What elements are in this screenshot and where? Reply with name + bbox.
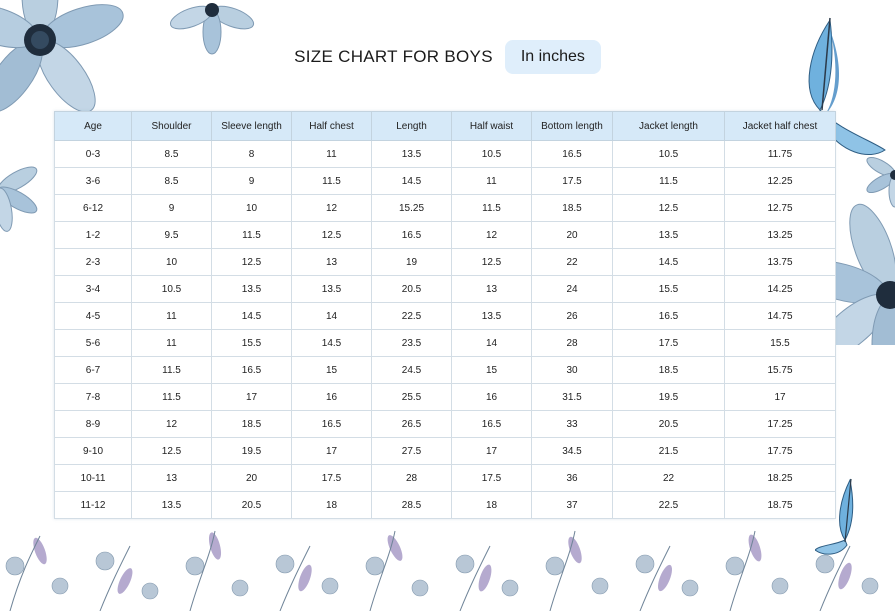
column-header: Length	[372, 112, 452, 141]
table-cell: 17.5	[613, 330, 725, 357]
table-cell: 28	[532, 330, 613, 357]
table-cell: 21.5	[613, 438, 725, 465]
column-header: Jacket half chest	[725, 112, 836, 141]
table-cell: 15.25	[372, 195, 452, 222]
table-cell: 9-10	[55, 438, 132, 465]
table-cell: 8.5	[132, 168, 212, 195]
size-chart-table-container	[54, 111, 835, 519]
table-cell: 8.5	[132, 141, 212, 168]
table-cell: 10	[132, 249, 212, 276]
table-cell: 11	[132, 303, 212, 330]
table-cell: 22.5	[613, 492, 725, 519]
table-row	[55, 438, 836, 465]
flower-decoration-left	[0, 150, 40, 240]
column-header: Bottom length	[532, 112, 613, 141]
table-cell: 12	[292, 195, 372, 222]
table-cell: 17.5	[292, 465, 372, 492]
table-cell: 13.5	[613, 222, 725, 249]
table-cell: 26	[532, 303, 613, 330]
table-cell: 24	[532, 276, 613, 303]
table-cell: 9.5	[132, 222, 212, 249]
table-cell: 18.75	[725, 492, 836, 519]
table-cell: 16	[292, 384, 372, 411]
table-cell: 12.25	[725, 168, 836, 195]
table-cell: 11.5	[292, 168, 372, 195]
table-cell: 24.5	[372, 357, 452, 384]
table-cell: 17	[725, 384, 836, 411]
table-cell: 37	[532, 492, 613, 519]
table-cell: 18	[452, 492, 532, 519]
table-cell: 14.5	[613, 249, 725, 276]
table-cell: 17.25	[725, 411, 836, 438]
table-row	[55, 465, 836, 492]
table-cell: 16	[452, 384, 532, 411]
table-cell: 28.5	[372, 492, 452, 519]
table-cell: 1-2	[55, 222, 132, 249]
table-cell: 20.5	[212, 492, 292, 519]
table-cell: 22	[532, 249, 613, 276]
table-cell: 15	[452, 357, 532, 384]
column-header: Jacket length	[613, 112, 725, 141]
table-cell: 13.5	[212, 276, 292, 303]
table-cell: 22.5	[372, 303, 452, 330]
table-cell: 12.75	[725, 195, 836, 222]
table-cell: 13.5	[292, 276, 372, 303]
table-cell: 13.75	[725, 249, 836, 276]
table-cell: 26.5	[372, 411, 452, 438]
table-cell: 3-6	[55, 168, 132, 195]
table-cell: 12.5	[613, 195, 725, 222]
table-cell: 20.5	[613, 411, 725, 438]
table-row	[55, 384, 836, 411]
chart-header	[0, 40, 895, 74]
table-row	[55, 411, 836, 438]
table-cell: 14.5	[372, 168, 452, 195]
table-cell: 15.75	[725, 357, 836, 384]
table-cell: 28	[372, 465, 452, 492]
table-row	[55, 249, 836, 276]
table-cell: 14.25	[725, 276, 836, 303]
table-row	[55, 330, 836, 357]
table-cell: 18.25	[725, 465, 836, 492]
unit-badge: In inches	[505, 40, 601, 74]
table-row	[55, 195, 836, 222]
table-row	[55, 492, 836, 519]
table-cell: 3-4	[55, 276, 132, 303]
table-cell: 16.5	[212, 357, 292, 384]
table-row	[55, 141, 836, 168]
table-cell: 18.5	[212, 411, 292, 438]
column-header: Half waist	[452, 112, 532, 141]
table-cell: 10-11	[55, 465, 132, 492]
table-cell: 11	[292, 141, 372, 168]
table-cell: 11.75	[725, 141, 836, 168]
table-cell: 31.5	[532, 384, 613, 411]
table-cell: 12.5	[452, 249, 532, 276]
table-cell: 12.5	[132, 438, 212, 465]
table-cell: 16.5	[292, 411, 372, 438]
table-row	[55, 168, 836, 195]
table-cell: 36	[532, 465, 613, 492]
table-cell: 0-3	[55, 141, 132, 168]
table-cell: 11	[132, 330, 212, 357]
table-cell: 33	[532, 411, 613, 438]
table-cell: 11.5	[132, 357, 212, 384]
table-cell: 19	[372, 249, 452, 276]
table-cell: 14	[292, 303, 372, 330]
table-cell: 8-9	[55, 411, 132, 438]
table-cell: 17.75	[725, 438, 836, 465]
table-cell: 17	[292, 438, 372, 465]
table-cell: 11.5	[212, 222, 292, 249]
table-cell: 6-12	[55, 195, 132, 222]
table-cell: 23.5	[372, 330, 452, 357]
page-title: SIZE CHART FOR BOYS	[294, 47, 493, 66]
table-cell: 18	[292, 492, 372, 519]
table-cell: 5-6	[55, 330, 132, 357]
table-cell: 10.5	[452, 141, 532, 168]
table-cell: 12	[132, 411, 212, 438]
table-cell: 15.5	[212, 330, 292, 357]
table-cell: 13	[132, 465, 212, 492]
table-cell: 6-7	[55, 357, 132, 384]
table-cell: 11	[452, 168, 532, 195]
table-cell: 20.5	[372, 276, 452, 303]
table-cell: 2-3	[55, 249, 132, 276]
table-cell: 15	[292, 357, 372, 384]
table-cell: 9	[212, 168, 292, 195]
table-cell: 13.25	[725, 222, 836, 249]
table-cell: 34.5	[532, 438, 613, 465]
table-cell: 10.5	[613, 141, 725, 168]
table-cell: 13.5	[132, 492, 212, 519]
table-cell: 9	[132, 195, 212, 222]
table-cell: 30	[532, 357, 613, 384]
table-cell: 14.5	[212, 303, 292, 330]
table-cell: 16.5	[532, 141, 613, 168]
table-cell: 11.5	[613, 168, 725, 195]
table-cell: 17	[212, 384, 292, 411]
table-cell: 16.5	[452, 411, 532, 438]
table-cell: 10.5	[132, 276, 212, 303]
table-cell: 12	[452, 222, 532, 249]
column-header: Half chest	[292, 112, 372, 141]
table-row	[55, 303, 836, 330]
table-cell: 18.5	[613, 357, 725, 384]
table-cell: 20	[532, 222, 613, 249]
table-cell: 10	[212, 195, 292, 222]
table-row	[55, 276, 836, 303]
table-cell: 15.5	[613, 276, 725, 303]
table-cell: 14	[452, 330, 532, 357]
table-cell: 11.5	[132, 384, 212, 411]
table-cell: 8	[212, 141, 292, 168]
table-row	[55, 357, 836, 384]
table-cell: 19.5	[613, 384, 725, 411]
table-header-row	[55, 112, 836, 141]
table-cell: 20	[212, 465, 292, 492]
table-cell: 27.5	[372, 438, 452, 465]
table-cell: 17.5	[452, 465, 532, 492]
table-cell: 13.5	[372, 141, 452, 168]
table-cell: 13	[292, 249, 372, 276]
table-cell: 15.5	[725, 330, 836, 357]
table-row	[55, 222, 836, 249]
column-header: Age	[55, 112, 132, 141]
table-cell: 17	[452, 438, 532, 465]
table-cell: 16.5	[372, 222, 452, 249]
table-cell: 18.5	[532, 195, 613, 222]
table-cell: 11.5	[452, 195, 532, 222]
table-cell: 12.5	[292, 222, 372, 249]
table-cell: 13	[452, 276, 532, 303]
table-cell: 17.5	[532, 168, 613, 195]
table-body	[55, 141, 836, 519]
column-header: Shoulder	[132, 112, 212, 141]
table-cell: 14.75	[725, 303, 836, 330]
table-cell: 13.5	[452, 303, 532, 330]
table-cell: 19.5	[212, 438, 292, 465]
table-cell: 22	[613, 465, 725, 492]
foliage-border-bottom	[0, 516, 895, 611]
size-chart-table	[54, 111, 836, 519]
table-cell: 11-12	[55, 492, 132, 519]
table-cell: 14.5	[292, 330, 372, 357]
table-cell: 12.5	[212, 249, 292, 276]
table-cell: 16.5	[613, 303, 725, 330]
column-header: Sleeve length	[212, 112, 292, 141]
table-cell: 7-8	[55, 384, 132, 411]
table-cell: 4-5	[55, 303, 132, 330]
table-cell: 25.5	[372, 384, 452, 411]
